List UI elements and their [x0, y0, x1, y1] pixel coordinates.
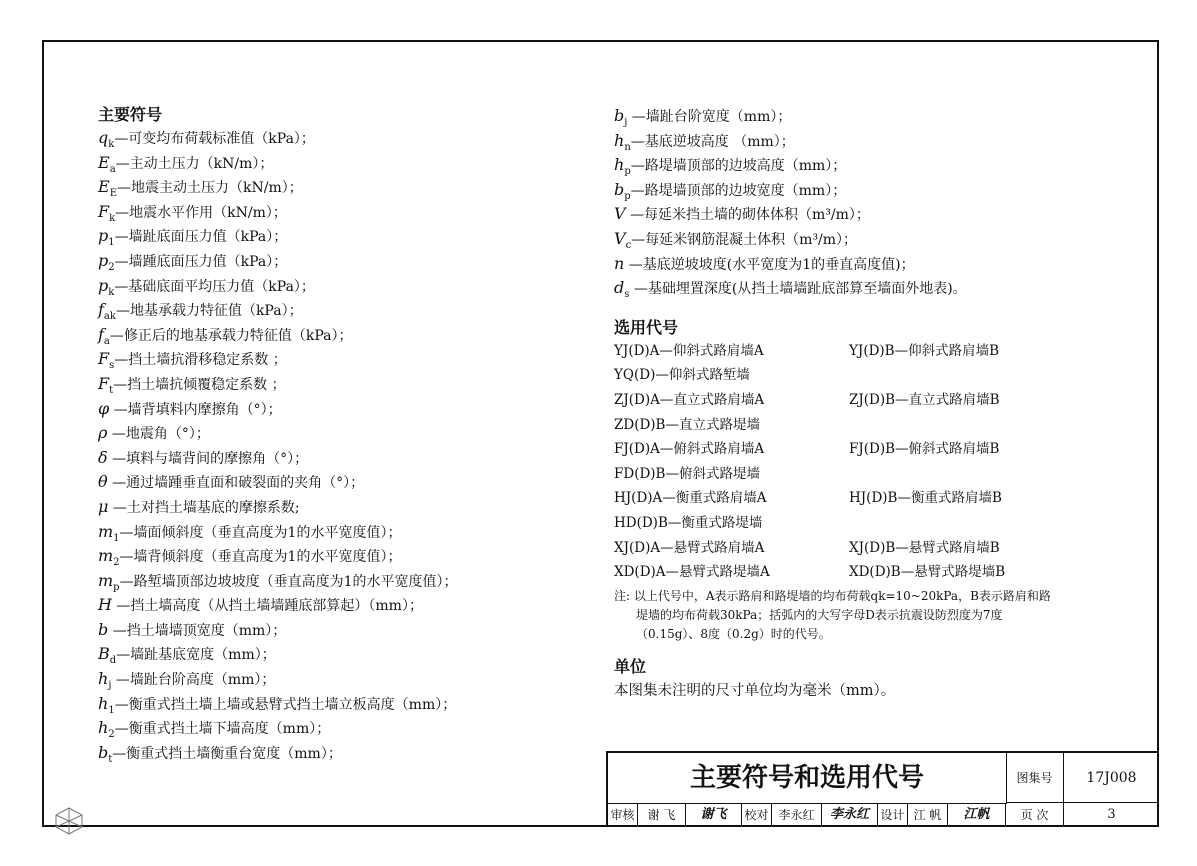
symbol-description: —墙趾基底宽度（mm）；: [116, 647, 276, 664]
symbol-letter: B: [98, 644, 110, 664]
symbol-letter: h: [98, 693, 109, 713]
design-label: 设计: [878, 803, 908, 827]
symbol-description: —挡土墙抗滑移稳定系数 ；: [114, 352, 287, 369]
symbol-letter: F: [98, 201, 110, 221]
checker-name: 李永红: [772, 803, 822, 827]
symbol-letter: b: [98, 742, 109, 762]
code-row: [614, 363, 1134, 388]
note-line-1: 注: 以上代号中，A表示路肩和路堤墙的均布荷载qk=10~20kPa，B表示路肩和路: [614, 588, 1051, 603]
publisher-logo-icon: [52, 806, 86, 836]
symbol-entry: [614, 276, 1134, 301]
symbol-subscript: a: [103, 335, 110, 347]
symbol-description: —墙背填料内摩擦角（°）；: [109, 401, 282, 418]
symbol-entry: [614, 129, 1134, 154]
code-row: [614, 413, 1134, 438]
symbol-description: —地震水平作用（kN/m）；: [115, 204, 287, 221]
code-entry: YJ(D)A—仰斜式路肩墙A: [614, 342, 764, 359]
symbol-letter: q: [98, 128, 109, 147]
symbol-entry: [98, 151, 588, 176]
symbol-letter: θ: [98, 472, 108, 492]
title-block: [606, 751, 1159, 827]
symbol-subscript: s: [109, 360, 115, 372]
codes-heading: 选用代号: [614, 317, 679, 337]
symbol-subscript: p: [624, 165, 631, 177]
designer-name: 江 帆: [908, 803, 948, 827]
checker-signature: 李永红: [822, 803, 878, 827]
code-entry: FJ(D)A—俯斜式路肩墙A: [614, 441, 765, 458]
symbol-letter: b: [614, 179, 625, 199]
symbol-letter: E: [98, 152, 110, 172]
code-entry: FD(D)B—俯斜式路堤墙: [614, 465, 760, 482]
symbol-entry: [98, 495, 588, 520]
symbol-subscript: ak: [103, 310, 116, 322]
symbol-description: —可变均布荷载标准值（kPa）；: [114, 131, 315, 147]
symbol-subscript: p: [113, 581, 120, 593]
symbol-entry: [98, 249, 588, 274]
symbol-entry: [98, 470, 588, 495]
symbol-description: —路堤墙顶部的边坡高度（mm）；: [630, 158, 847, 175]
symbol-entry: [614, 202, 1134, 227]
symbol-entry: [98, 372, 588, 397]
symbol-letter: p: [98, 275, 109, 295]
symbol-description: —挡土墙墙顶宽度（mm）；: [108, 622, 287, 639]
symbol-entry: [98, 618, 588, 643]
symbol-subscript: k: [109, 212, 116, 224]
symbol-entry: [98, 667, 588, 692]
symbol-letter: m: [98, 521, 114, 541]
symbol-letter: μ: [98, 496, 109, 516]
codes-list: [614, 339, 1134, 585]
symbol-letter: h: [614, 155, 625, 175]
symbol-entry: [98, 397, 588, 422]
symbol-letter: b: [98, 619, 109, 639]
code-row: [614, 536, 1134, 561]
code-entry: XJ(D)B—悬臂式路肩墙B: [849, 539, 1000, 556]
symbol-description: —地震角（°）；: [107, 426, 210, 443]
units-heading: 单位: [614, 656, 647, 676]
symbol-description: —填料与墙背间的摩擦角（°）；: [107, 450, 309, 467]
symbol-description: —衡重式挡土墙下墙高度（mm）；: [114, 721, 331, 738]
code-entry: ZJ(D)A—直立式路肩墙A: [614, 391, 765, 408]
symbols-list-left: [98, 126, 588, 765]
symbol-entry: [98, 520, 588, 545]
code-entry: XD(D)B—悬臂式路堤墙B: [849, 564, 1006, 581]
symbol-entry: [614, 178, 1134, 203]
symbol-letter: d: [614, 278, 625, 298]
code-entry: HD(D)B—衡重式路堤墙: [614, 514, 763, 531]
symbol-description: —墙踵底面压力值（kPa）；: [114, 253, 288, 270]
code-entry: HJ(D)A—衡重式路肩墙A: [614, 490, 767, 507]
symbol-description: —墙趾台阶宽度（mm）；: [627, 109, 792, 125]
symbol-entry: [98, 716, 588, 741]
symbol-entry: [98, 692, 588, 717]
symbol-letter: b: [614, 106, 625, 125]
symbol-entry: [614, 104, 1134, 129]
code-row: [614, 511, 1134, 536]
symbol-description: —基底逆坡坡度(水平宽度为1的垂直高度值)；: [624, 256, 915, 273]
symbol-letter: m: [98, 570, 114, 590]
symbol-subscript: 2: [113, 556, 120, 568]
symbol-subscript: c: [625, 239, 632, 251]
symbol-letter: m: [98, 546, 114, 566]
code-entry: YJ(D)B—仰斜式路肩墙B: [849, 342, 1000, 359]
symbol-subscript: k: [108, 286, 115, 298]
symbol-entry: [98, 642, 588, 667]
drawing-title: 主要符号和选用代号: [608, 753, 1007, 804]
symbol-subscript: k: [108, 138, 115, 150]
atlas-number: 17J008: [1064, 753, 1159, 803]
symbol-letter: p: [98, 226, 109, 246]
symbol-letter: F: [98, 373, 110, 393]
symbol-description: —地基承载力特征值（kPa）；: [115, 303, 303, 320]
symbol-entry: [614, 252, 1134, 277]
code-entry: YQ(D)—仰斜式路堑墙: [614, 367, 750, 384]
symbol-subscript: 1: [113, 532, 120, 544]
code-row: [614, 437, 1134, 462]
code-entry: ZD(D)B—直立式路堤墙: [614, 416, 760, 433]
code-row: [614, 486, 1134, 511]
symbols-list-right: [614, 104, 1134, 301]
symbol-letter: H: [98, 595, 112, 615]
symbol-entry: [98, 741, 588, 766]
symbol-subscript: j: [624, 116, 628, 128]
symbol-description: —地震主动土压力（kN/m）；: [117, 180, 303, 197]
code-entry: XD(D)A—悬臂式路堤墙A: [614, 564, 770, 581]
symbol-subscript: 1: [108, 704, 115, 716]
code-entry: XJ(D)A—悬臂式路肩墙A: [614, 539, 765, 556]
reviewer-signature: 谢飞: [686, 803, 742, 827]
symbols-heading: 主要符号: [98, 105, 163, 124]
symbol-entry: [98, 544, 588, 569]
symbol-description: —修正后的地基承载力特征值（kPa）；: [109, 327, 353, 344]
symbol-entry: [98, 347, 588, 372]
designer-signature: 江帆: [948, 803, 1006, 827]
symbol-subscript: 2: [108, 729, 115, 741]
symbol-entry: [98, 446, 588, 471]
symbol-description: —路堑墙顶部边坡坡度（垂直高度为1的水平宽度值）；: [119, 573, 458, 590]
symbol-letter: δ: [98, 447, 108, 467]
symbol-description: —基底逆坡高度 （mm）；: [630, 133, 795, 150]
symbol-subscript: t: [109, 384, 114, 396]
page-number: 3: [1107, 807, 1116, 822]
symbol-description: —墙背倾斜度（垂直高度为1的水平宽度值）；: [119, 549, 402, 566]
symbol-letter: F: [98, 349, 110, 369]
symbol-entry: [98, 224, 588, 249]
symbol-entry: [98, 126, 588, 151]
symbol-description: —墙趾底面压力值（kPa）；: [114, 229, 288, 246]
symbol-description: —墙趾台阶高度（mm）；: [111, 672, 276, 689]
symbol-letter: p: [98, 250, 109, 270]
symbol-letter: f: [98, 324, 104, 344]
symbol-description: —基础埋置深度(从挡土墙墙趾底部算至墙面外地表)。: [629, 281, 967, 298]
symbol-entry: [614, 227, 1134, 252]
symbols-left-column: [98, 104, 588, 765]
symbol-letter: h: [98, 669, 109, 689]
symbol-letter: h: [98, 718, 109, 738]
symbol-entry: [98, 298, 588, 323]
symbol-letter: φ: [98, 398, 110, 418]
symbol-description: —挡土墙抗倾覆稳定系数 ；: [113, 376, 286, 393]
symbol-description: —路堤墙顶部的边坡宽度（mm）；: [630, 182, 847, 199]
symbol-entry: [614, 153, 1134, 178]
symbol-subscript: n: [624, 141, 631, 153]
symbol-description: —每延米挡土墙的砌体体积（m³/m）；: [625, 207, 870, 224]
symbol-letter: h: [614, 130, 625, 150]
note-line-2: 堤墙的均布荷载30kPa；括弧内的大写字母D表示抗震设防烈度为7度: [636, 607, 1003, 622]
atlas-number-label: 图集号: [1006, 753, 1064, 803]
symbol-entry: [98, 175, 588, 200]
symbol-subscript: 2: [108, 261, 115, 273]
symbol-subscript: d: [109, 655, 117, 667]
symbol-entry: [98, 274, 588, 299]
code-row: [614, 462, 1134, 487]
symbol-entry: [98, 421, 588, 446]
symbol-letter: ρ: [98, 423, 108, 443]
review-label: 审核: [608, 803, 638, 827]
code-entry: FJ(D)B—俯斜式路肩墙B: [849, 441, 1000, 458]
code-row: [614, 560, 1134, 585]
symbol-description: —主动土压力（kN/m）；: [115, 155, 274, 172]
symbol-description: —土对挡土墙基底的摩擦系数;: [108, 499, 300, 516]
symbols-right-column: [614, 104, 1134, 704]
symbol-entry: [98, 593, 588, 618]
symbol-subscript: E: [109, 187, 117, 199]
symbol-subscript: a: [109, 163, 116, 175]
symbol-description: —通过墙踵垂直面和破裂面的夹角（°）；: [107, 475, 365, 492]
symbol-subscript: p: [624, 190, 631, 202]
symbol-description: —挡土墙高度（从挡土墙墙踵底部算起）（mm）；: [111, 598, 423, 615]
reviewer-name: 谢 飞: [638, 803, 686, 827]
symbol-letter: n: [614, 253, 625, 273]
code-row: [614, 339, 1134, 364]
code-entry: ZJ(D)B—直立式路肩墙B: [849, 391, 1000, 408]
symbol-entry: [98, 200, 588, 225]
symbol-subscript: s: [624, 288, 630, 300]
symbol-subscript: 1: [108, 237, 115, 249]
symbol-letter: f: [98, 300, 104, 320]
symbol-subscript: t: [108, 753, 113, 765]
code-entry: HJ(D)B—衡重式路肩墙B: [849, 490, 1002, 507]
check-label: 校对: [742, 803, 772, 827]
symbol-description: —衡重式挡土墙上墙或悬臂式挡土墙立板高度（mm）；: [114, 696, 457, 713]
symbol-letter: E: [98, 177, 110, 197]
symbol-description: —墙面倾斜度（垂直高度为1的水平宽度值）；: [119, 524, 402, 541]
symbol-letter: V: [614, 204, 626, 224]
symbol-entry: [98, 569, 588, 594]
symbol-description: —每延米钢筋混凝土体积（m³/m）；: [631, 231, 858, 248]
note-line-3: （0.15g）、8度（0.2g）时的代号。: [636, 626, 831, 641]
symbol-subscript: j: [108, 679, 112, 691]
symbol-description: —衡重式挡土墙衡重台宽度（mm）；: [112, 745, 342, 762]
units-text: 本图集未注明的尺寸单位均为毫米（mm）。: [614, 682, 896, 699]
symbol-letter: V: [614, 228, 626, 248]
signature-row: [608, 803, 1159, 827]
page-label: 页 次: [1006, 803, 1064, 827]
symbol-entry: [98, 323, 588, 348]
code-row: [614, 388, 1134, 413]
codes-note: [614, 587, 1134, 644]
symbol-description: —基础底面平均压力值（kPa）；: [114, 278, 315, 295]
